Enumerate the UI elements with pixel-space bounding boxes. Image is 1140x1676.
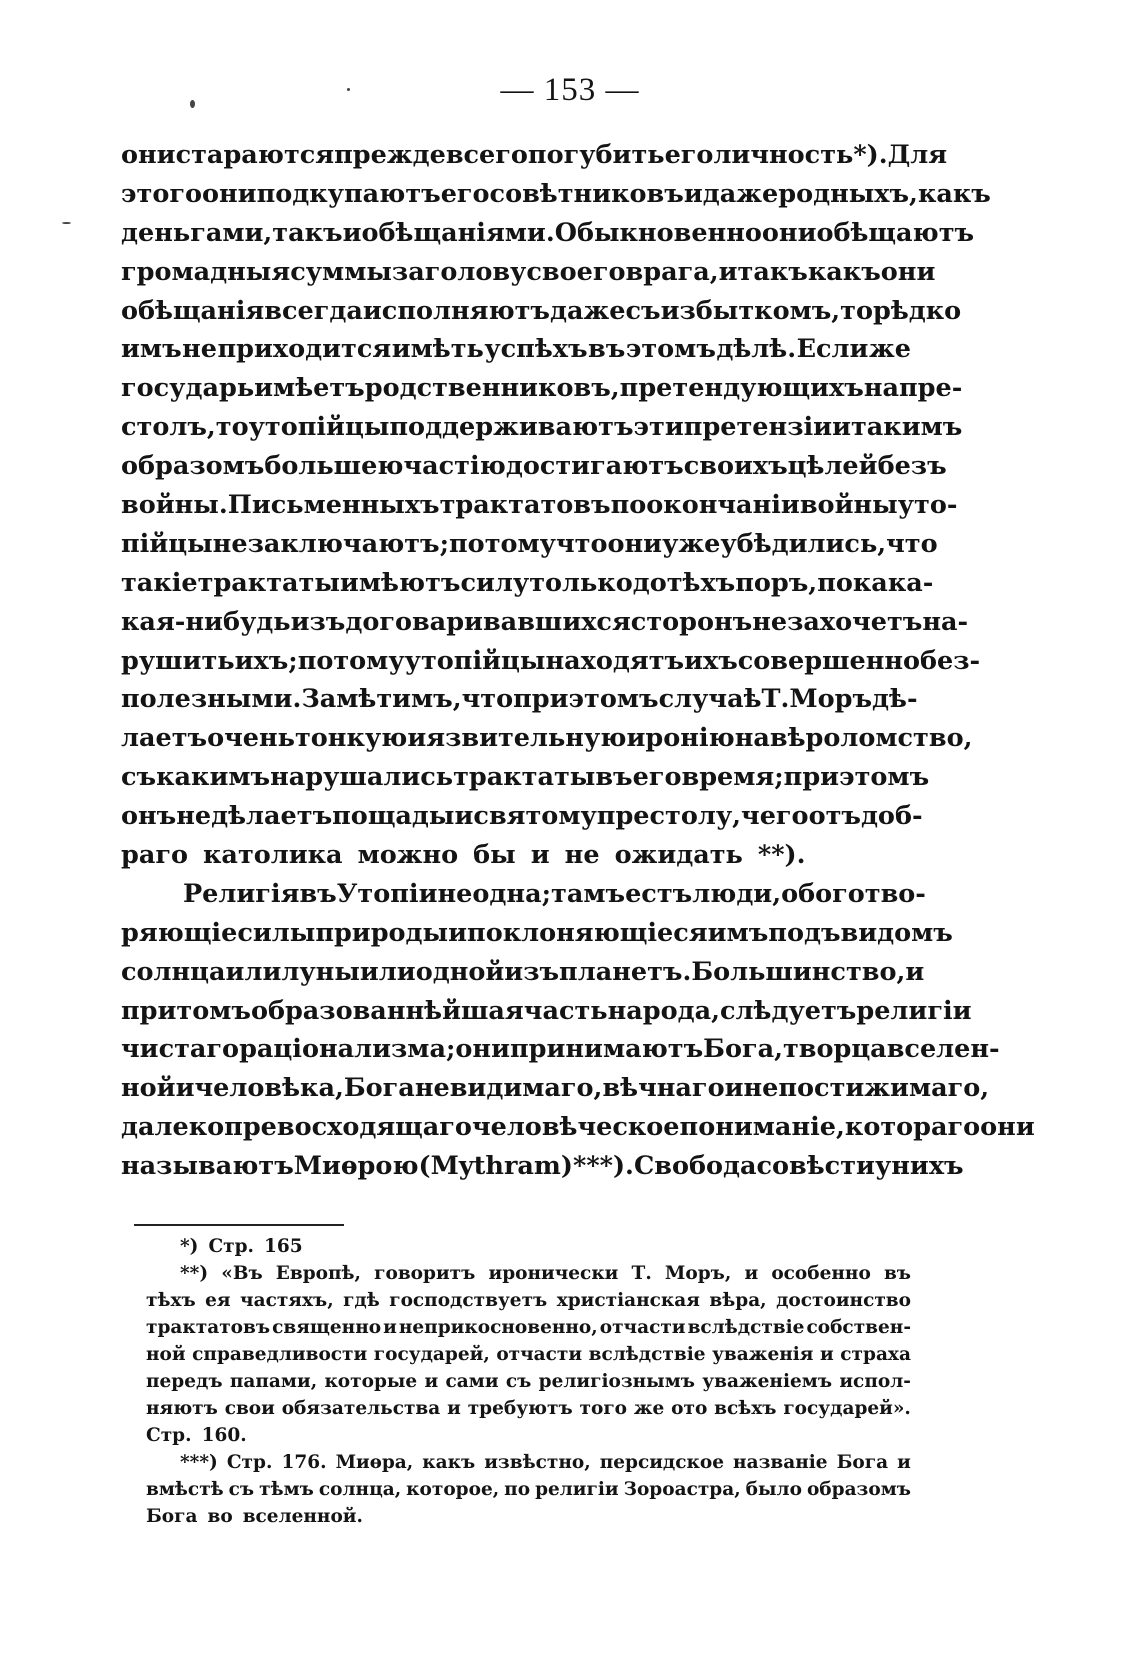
footnote-line: передъ папами, которые и сами съ религіознымъ уваженіемъ испол- (146, 1371, 911, 1392)
footnote-line: **) «Въ Европѣ, говоритъ иронически Т. Моръ, и особенно въ (180, 1263, 911, 1284)
text-line: такіе трактаты имѣютъ силу только до тѣхъ поръ, пока ка- (121, 567, 934, 598)
footnotes-section (146, 1236, 911, 1533)
text-line: называютъ Миѳрою (Mythram) ***). Свобода совѣсти у нихъ (121, 1151, 964, 1182)
text-line: далеко превосходящаго человѣческое пониманіе, котораго они (121, 1112, 1035, 1143)
text-line: чистаго раціонализма; они принимаютъ Бога, творца вселен- (121, 1034, 1000, 1065)
text-line: притомъ образованнѣйшая часть народа, слѣдуетъ религіи (121, 995, 972, 1026)
text-line: кая-нибудь изъ договаривавшихся сторонъ не захочетъ на- (121, 606, 969, 637)
footnote-line: Бога во вселенной. (146, 1506, 363, 1527)
footnote-line: Стр. 160. (146, 1425, 247, 1446)
text-line: столъ, то утопійцы поддерживаютъ эти претензіи и такимъ (121, 412, 963, 443)
text-line: Религія въ Утопіи не одна; тамъ естъ люди, обоготво- (183, 878, 926, 909)
text-line: рушить ихъ; потому утопійцы находятъ ихъ совершенно без- (121, 645, 981, 676)
text-line: солнца или луны или одной изъ планетъ. Большинство, и (121, 956, 925, 987)
footnote-line: няютъ свои обязательства и требуютъ того же ото всѣхъ государей». (146, 1398, 911, 1419)
text-line: онъ не дѣлаетъ пощады и святому престолу, чего отъ доб- (121, 801, 923, 832)
text-line: лаетъ очень тонкую и язвительную иронію на вѣроломство, (121, 723, 973, 754)
main-text-body (121, 140, 1035, 1190)
print-speck (62, 222, 71, 224)
text-line: полезными. Замѣтимъ, что при этомъ случаѣ Т. Моръ дѣ- (121, 684, 918, 715)
footnote-line: ной справедливости государей, отчасти вслѣдствіе уваженія и страха (146, 1344, 911, 1365)
text-line: имъ не приходится имѣть успѣхъ въ этомъ дѣлѣ. Если же (121, 334, 911, 365)
text-line: ряющіе силы природы и поклоняющіеся имъ подъ видомъ (121, 917, 953, 948)
text-line: войны. Письменныхъ трактатовъ по окончаніи войны уто- (121, 490, 958, 521)
text-line: они стараются прежде всего погубить его личность *). Для (121, 140, 948, 170)
footnote-line: трактатовъ священно и неприкосновенно, отчасти вслѣдствіе собствен- (146, 1317, 911, 1338)
footnote-line: тѣхъ ея частяхъ, гдѣ господствуетъ христіанская вѣра, достоинство (146, 1290, 911, 1311)
text-line: громадныя суммы за голову своего врага, и такъ какъ они (121, 256, 936, 287)
footnote-separator (134, 1224, 344, 1226)
text-line: съ какимъ нарушались трактаты въ его время; при этомъ (121, 762, 930, 793)
text-line: государь имѣетъ родственниковъ, претендующихъ на пре- (121, 373, 963, 404)
text-line: раго католика можно бы и не ожидать **). (121, 840, 806, 871)
text-line: образомъ большею частію достигаютъ своихъ цѣлей безъ (121, 451, 947, 482)
footnote-line: ***) Стр. 176. Миѳра, какъ извѣстно, персидское названіе Бога и (180, 1452, 911, 1473)
page-number: — 153 — (500, 72, 640, 108)
text-line: обѣщанія всегда исполняютъ даже съ избыткомъ, то рѣдко (121, 295, 962, 326)
text-line: этого они подкупаютъ его совѣтниковъ и даже родныхъ, какъ (121, 178, 991, 209)
footnote-line: *) Стр. 165 (180, 1236, 303, 1257)
text-line: пійцы не заключаютъ; потому что они уже убѣдились, что (121, 528, 938, 559)
text-line: деньгами, такъ и обѣщаніями. Обыкновенно они обѣщаютъ (121, 217, 975, 248)
text-line: ной и человѣка, Бога невидимаго, вѣчнаго и непостижимаго, (121, 1073, 990, 1104)
footnote-line: вмѣстѣ съ тѣмъ солнца, которое, по религіи Зороастра, было образомъ (146, 1479, 911, 1500)
